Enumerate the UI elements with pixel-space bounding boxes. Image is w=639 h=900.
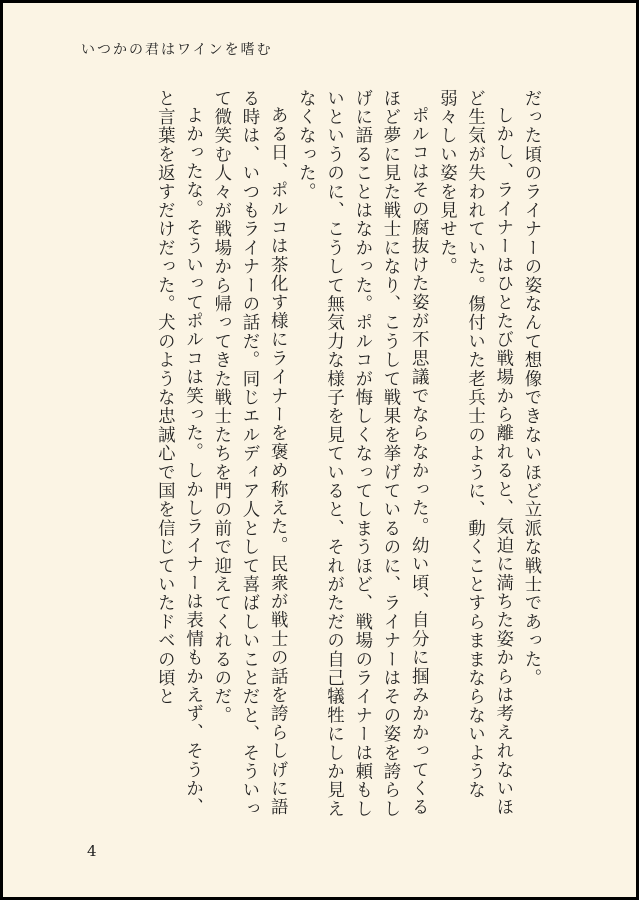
paragraph: よかったな。そういってポルコは笑った。しかしライナーは表情もかえず、そうか、と言葉を返すだけだった。犬のような忠誠心で国を信じていたドベの頃と (154, 89, 203, 817)
paragraph: しかし、ライナーはひとたび戦場から離れると、気迫に満ちた姿からは考えれないほど生気が失われていた。傷付いた老兵士のように、動くことすらままならないような弱々しい姿を見せた。 (436, 89, 513, 817)
page-number: 4 (87, 842, 97, 860)
paragraph: ある日、ポルコは茶化す様にライナーを褒め称えた。民衆が戦士の話を誇らしげに語る時は、いつもライナーの話だ。同じエルディア人として喜ばしいことだと、そういって微笑む人々が戦場から帰ってきた戦士たちを門の前で迎えてくれるのだ。 (210, 89, 288, 819)
paragraph: だった頃のライナーの姿なんて想像できないほど立派な戦士であった。 (521, 89, 541, 688)
paragraph: ポルコはその腐抜けた姿が不思議でならなかった。幼い頃、自分に掴みかかってくるほど夢に見た戦士になり、こうして戦果を挙げているのに、ライナーはその姿を誇らしげに語ることはなかった。ポルコが悔しくなってしまうほど、戦場のライナーは頼もしいというのに、こうして無気力な様子を見ていると、それがただの自己犠牲にしか見えなくなった。 (295, 89, 429, 819)
running-header-title: いつかの君はワインを嗜む (81, 42, 273, 58)
vertical-body-text (85, 89, 545, 824)
